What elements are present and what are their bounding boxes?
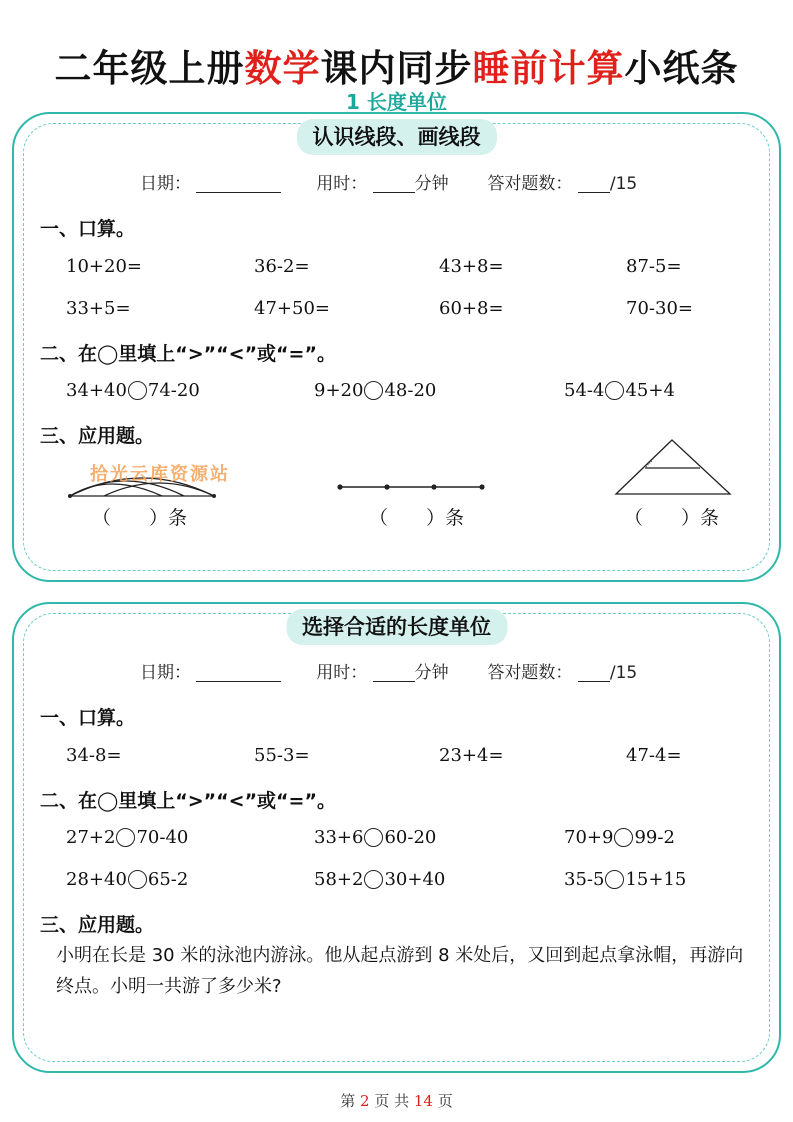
oral-item: 47-4=: [626, 745, 682, 766]
compare-right: 99-2: [634, 827, 675, 848]
compare-left: 58+2: [314, 869, 364, 890]
compare-item: [66, 869, 188, 890]
section-compare: 二、在◯里填上“>”“<”或“=”。: [40, 790, 336, 812]
compare-right: 60-20: [384, 827, 437, 848]
compare-left: 34+40: [66, 380, 127, 401]
footer-total-pages: 14: [413, 1092, 433, 1110]
total-label: /15: [609, 174, 638, 194]
correct-label: 答对题数：: [487, 174, 573, 194]
date-label: 日期：: [140, 663, 191, 683]
worksheet-card-1: [12, 112, 781, 582]
oral-item: 87-5=: [626, 256, 682, 277]
compare-circle[interactable]: [605, 870, 624, 889]
title-part-3: 课内同步: [320, 47, 473, 90]
correct-label: 答对题数：: [487, 663, 573, 683]
compare-item: [314, 827, 436, 848]
total-label: /15: [609, 663, 638, 683]
worksheet-card-2: [12, 602, 781, 1073]
info-row: [140, 169, 637, 194]
oral-item: 36-2=: [254, 256, 310, 277]
section-application: 三、应用题。: [40, 914, 155, 936]
footer-page-number: 2: [360, 1092, 370, 1110]
compare-circle[interactable]: [364, 870, 383, 889]
title-part-2: 数学: [244, 47, 321, 90]
compare-item: [564, 380, 675, 401]
compare-left: 35-5: [564, 869, 605, 890]
footer-post: 页: [437, 1092, 453, 1110]
compare-right: 30+40: [384, 869, 446, 890]
compare-left: 9+20: [314, 380, 364, 401]
compare-right: 70-40: [136, 827, 189, 848]
compare-right: 65-2: [147, 869, 189, 890]
correct-blank[interactable]: [578, 663, 610, 682]
title-part-5: 小纸条: [624, 47, 739, 90]
time-label: 用时：: [316, 663, 368, 683]
answer-blank[interactable]: （ ）条: [624, 507, 720, 529]
compare-item: [564, 869, 686, 890]
time-blank[interactable]: [373, 174, 415, 193]
figure-triangle: [612, 436, 734, 498]
card-title: 认识线段、画线段: [297, 119, 497, 155]
compare-circle[interactable]: [116, 828, 135, 847]
compare-left: 28+40: [66, 869, 127, 890]
oral-item: 33+5=: [66, 298, 131, 319]
compare-circle[interactable]: [128, 870, 147, 889]
watermark-text: 拾光云库资源站: [90, 464, 230, 485]
minute-label: 分钟: [414, 663, 449, 683]
page-title: [0, 38, 793, 92]
page-subtitle: 1 长度单位: [346, 90, 447, 114]
compare-circle[interactable]: [364, 381, 383, 400]
footer-pre: 第: [340, 1092, 356, 1110]
oral-item: 10+20=: [66, 256, 142, 277]
word-problem: 小明在长是 30 米的泳池内游泳。他从起点游到 8 米处后，又回到起点拿泳帽，再游向终点。小明一共游了多少米?: [56, 945, 744, 997]
figure-points-segment: [334, 479, 489, 495]
compare-left: 70+9: [564, 827, 614, 848]
compare-left: 33+6: [314, 827, 364, 848]
title-part-1: 二年级上册: [54, 47, 245, 90]
time-label: 用时：: [316, 174, 368, 194]
oral-item: 70-30=: [626, 298, 693, 319]
compare-right: 15+15: [625, 869, 687, 890]
compare-item: [314, 869, 445, 890]
section-oral: 一、口算。: [40, 218, 136, 240]
card-title: 选择合适的长度单位: [286, 609, 507, 645]
compare-right: 48-20: [384, 380, 437, 401]
section-compare: 二、在◯里填上“>”“<”或“=”。: [40, 343, 336, 365]
oral-item: 34-8=: [66, 745, 122, 766]
date-blank[interactable]: [196, 663, 281, 682]
section-application: 三、应用题。: [40, 425, 155, 447]
compare-item: [564, 827, 675, 848]
oral-item: 60+8=: [439, 298, 504, 319]
oral-item: 43+8=: [439, 256, 504, 277]
compare-item: [66, 827, 188, 848]
compare-right: 45+4: [625, 380, 675, 401]
compare-circle[interactable]: [128, 381, 147, 400]
time-blank[interactable]: [373, 663, 415, 682]
compare-circle[interactable]: [605, 381, 624, 400]
date-label: 日期：: [140, 174, 191, 194]
minute-label: 分钟: [414, 174, 449, 194]
compare-left: 54-4: [564, 380, 605, 401]
compare-item: [66, 380, 200, 401]
compare-circle[interactable]: [364, 828, 383, 847]
compare-right: 74-20: [147, 380, 200, 401]
title-part-4: 睡前计算: [472, 47, 625, 90]
answer-blank[interactable]: （ ）条: [92, 507, 188, 529]
oral-item: 55-3=: [254, 745, 310, 766]
oral-item: 47+50=: [254, 298, 330, 319]
section-oral: 一、口算。: [40, 707, 136, 729]
info-row: [140, 658, 637, 683]
page-footer: [0, 1090, 793, 1111]
date-blank[interactable]: [196, 174, 281, 193]
correct-blank[interactable]: [578, 174, 610, 193]
answer-blank[interactable]: （ ）条: [369, 507, 465, 529]
oral-item: 23+4=: [439, 745, 504, 766]
compare-circle[interactable]: [614, 828, 633, 847]
compare-left: 27+2: [66, 827, 116, 848]
footer-mid: 页 共: [374, 1092, 410, 1110]
compare-item: [314, 380, 436, 401]
